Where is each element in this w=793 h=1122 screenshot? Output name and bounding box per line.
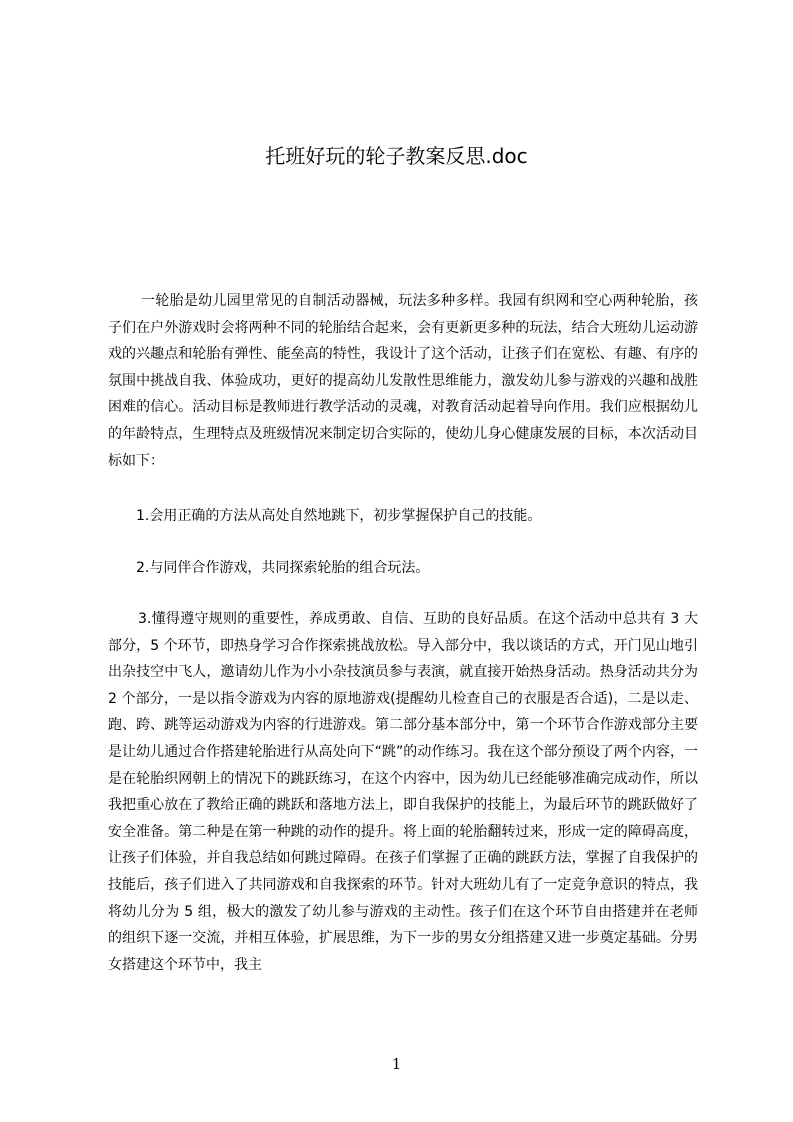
page-number: 1: [391, 1055, 402, 1073]
intro-paragraph: 一轮胎是幼儿园里常见的自制活动器械，玩法多种多样。我园有织网和空心两种轮胎，孩子们在户外游戏时会将两种不同的轮胎结合起来，会有更新更多种的玩法，结合大班幼儿运动游戏的兴趣点和轮胎有弹性、能垒高的特性，我设计了这个活动，让孩子们在宽松、有趣、有序的氛围中挑战自我、体验成功，更好的提高幼儿发散性思维能力，激发幼儿参与游戏的兴趣和战胜困难的信心。活动目标是教师进行教学活动的灵魂，对教育活动起着导向作用。我们应根据幼儿的年龄特点，生理特点及班级情况来制定切合实际的，使幼儿身心健康发展的目标，本次活动目标如下：: [108, 293, 698, 469]
document-title: 托班好玩的轮子教案反思.doc: [265, 144, 528, 168]
goal-item-2: 2.与同伴合作游戏，共同探索轮胎的组合玩法。: [136, 560, 430, 576]
goal-item-1: 1.会用正确的方法从高处自然地跳下，初步掌握保护自己的技能。: [136, 508, 542, 524]
goal-item-3-paragraph: 3.懂得遵守规则的重要性，养成勇敢、自信、互助的良好品质。在这个活动中总共有 3 大部分，5 个环节，即热身学习合作探索挑战放松。导入部分中，我以谈话的方式，开门见山地引出杂技空中飞人，邀请幼儿作为小小杂技演员参与表演，就直接开始热身活动。热身活动共分为 2 个部分，一是以指令游戏为内容的原地游戏(提醒幼儿检查自己的衣服是否合适)，二是以走、跑、跨、跳等运动游戏为内容的行进游戏。第二部分基本部分中，第一个环节合作游戏部分主要是让幼儿通过合作搭建轮胎进行从高处向下“跳”的动作练习。我在这个部分预设了两个内容，一是在轮胎织网朝上的情况下的跳跃练习，在这个内容中，因为幼儿已经能够准确完成动作，所以我把重心放在了教给正确的跳跃和落地方法上，即自我保护的技能上，为最后环节的跳跃做好了安全准备。第二种是在第一种跳的动作的提升。将上面的轮胎翻转过来，形成一定的障碍高度，让孩子们体验，并自我总结如何跳过障碍。在孩子们掌握了正确的跳跃方法，掌握了自我保护的技能后，孩子们进入了共同游戏和自我探索的环节。针对大班幼儿有了一定竞争意识的特点，我将幼儿分为 5 组，极大的激发了幼儿参与游戏的主动性。孩子们在这个环节自由搭建并在老师的组织下逐一交流，并相互体验，扩展思维，为下一步的男女分组搭建又进一步奠定基础。分男女搭建这个环节中，我主: [108, 611, 698, 973]
